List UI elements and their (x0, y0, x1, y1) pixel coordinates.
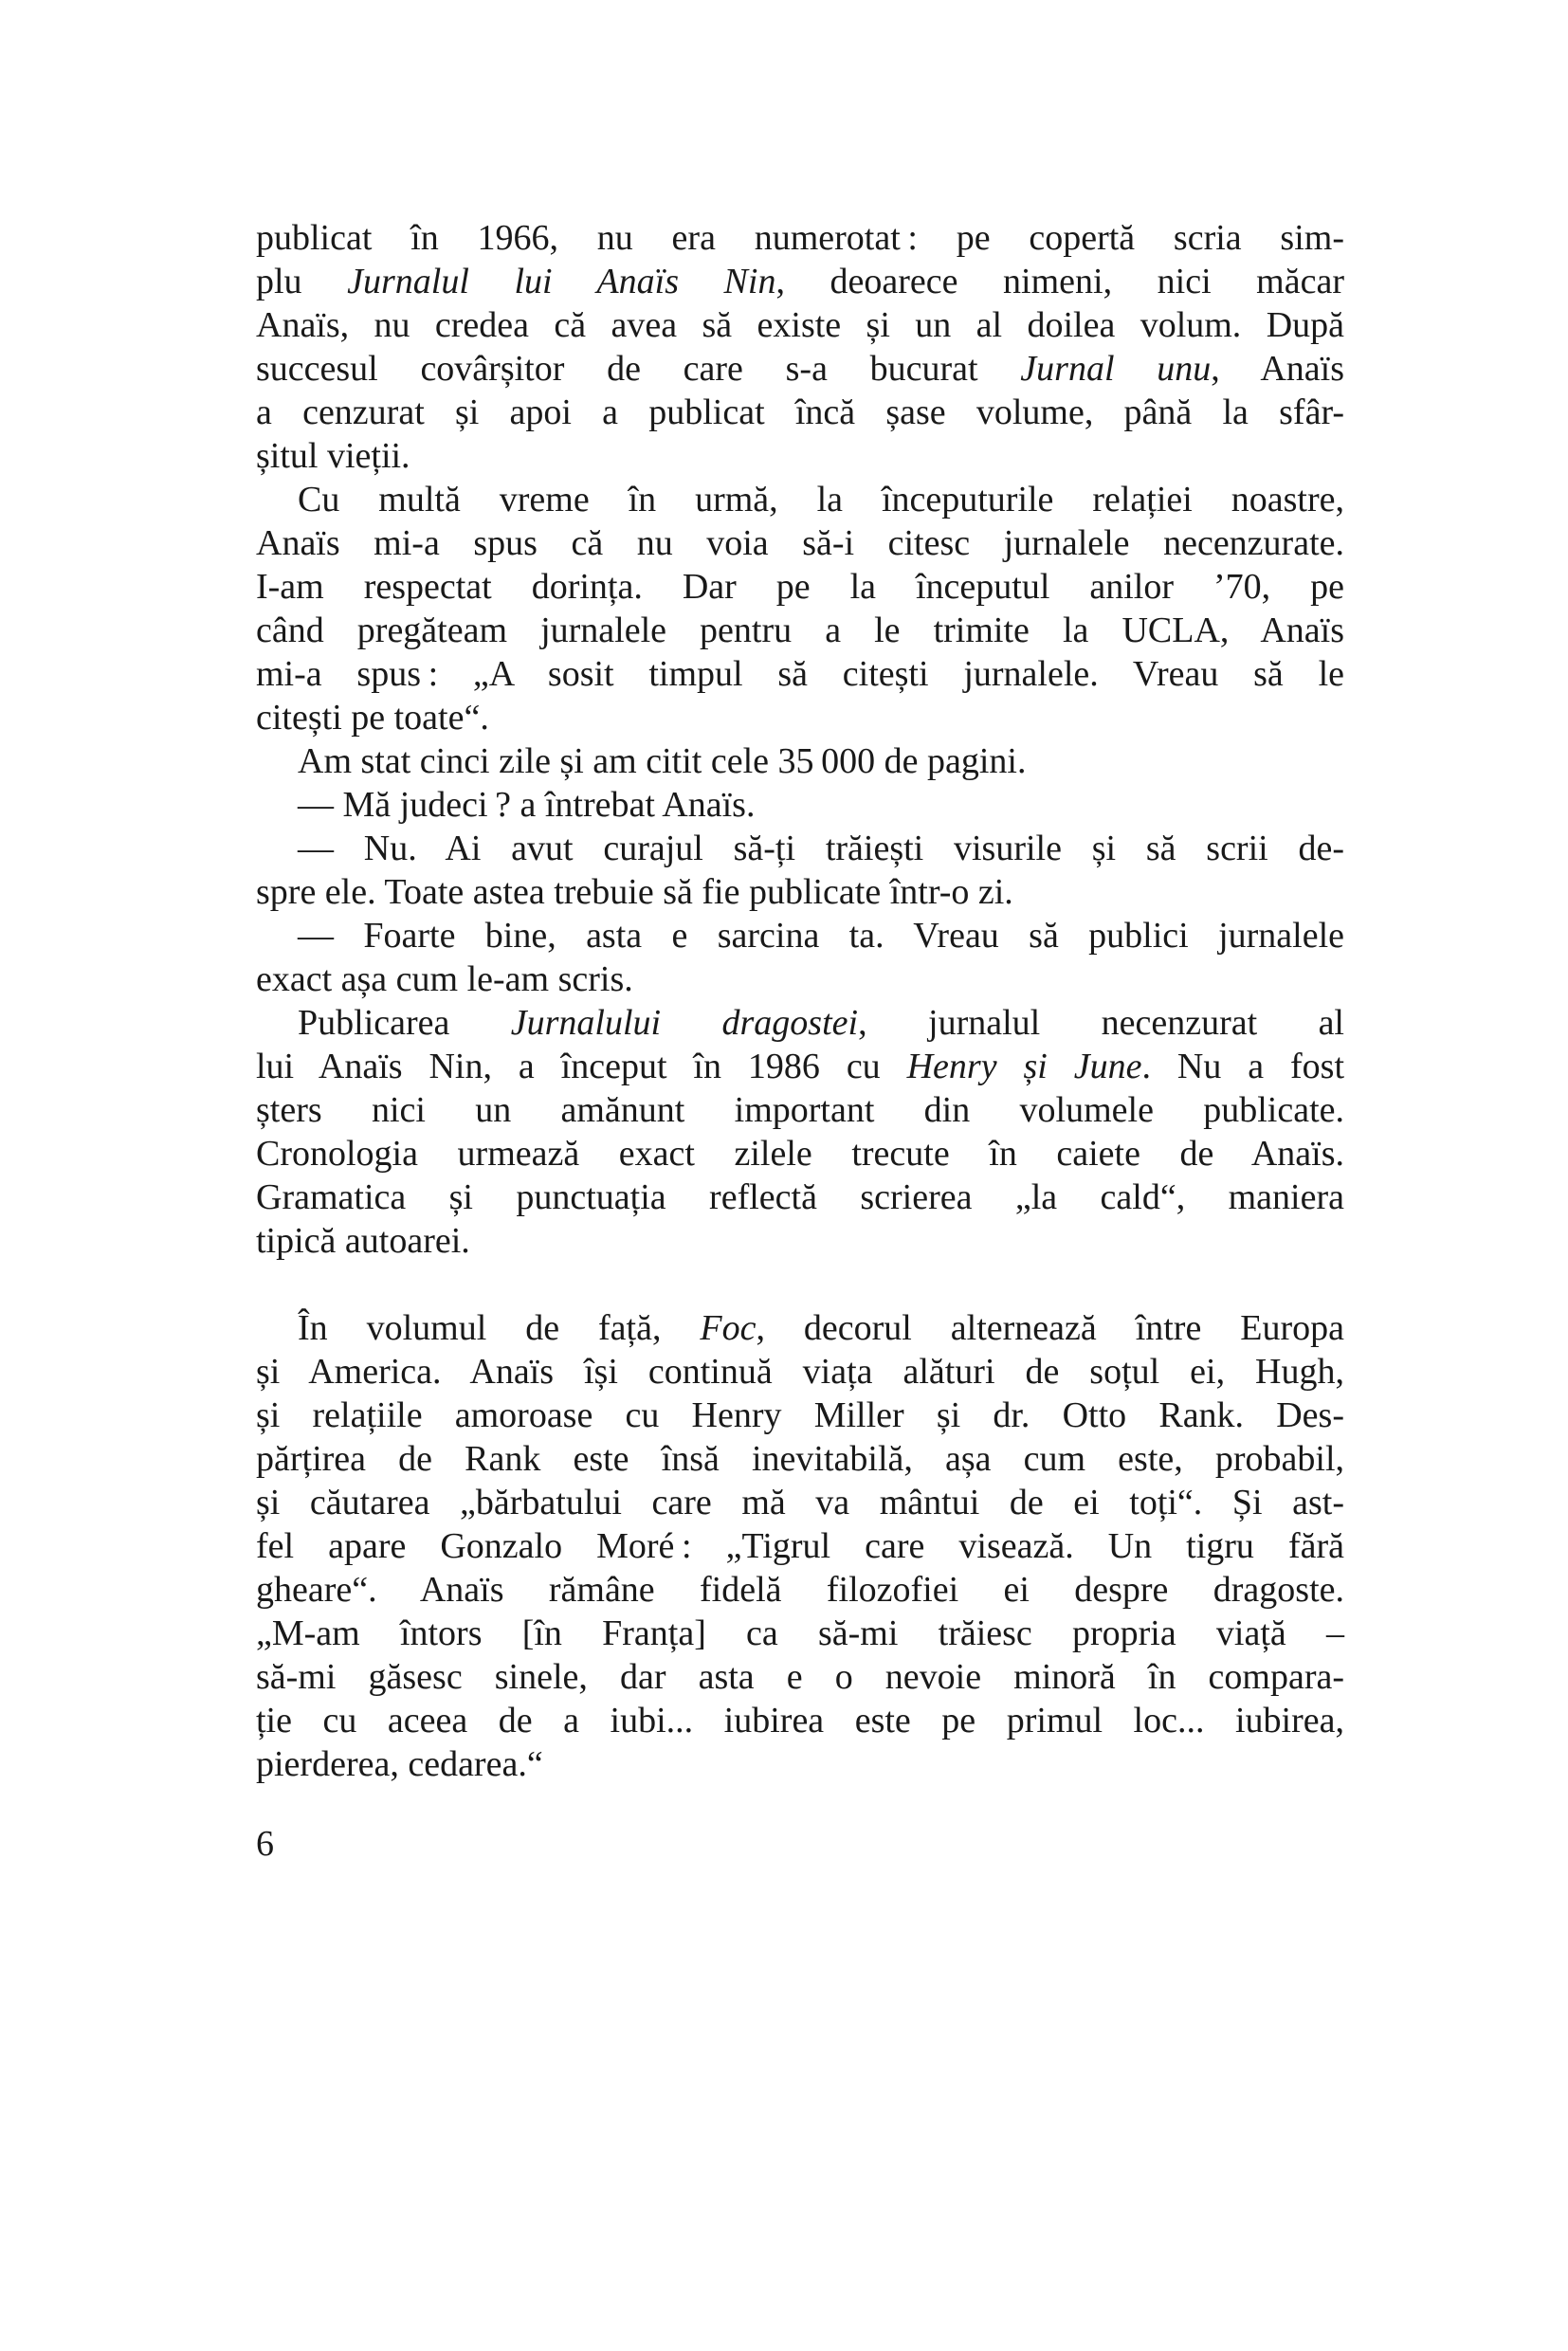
text-line (256, 216, 1344, 260)
text-line (256, 870, 1344, 914)
text-line (256, 1219, 1344, 1263)
paragraph (256, 216, 1344, 478)
text-line (256, 1088, 1344, 1132)
text-line (256, 1437, 1344, 1481)
body-text (256, 216, 1344, 1786)
paragraph (256, 827, 1344, 914)
text-segment: gheare“. Anaïs rămâne fidelă filozofiei ei despre dragoste. (256, 1570, 1344, 1610)
text-segment: pierderea, cedarea.“ (256, 1744, 543, 1784)
text-line (256, 739, 1344, 783)
text-segment: , deoarece nimeni, nici măcar (775, 262, 1344, 301)
text-segment: Am stat cinci zile și am citit cele 35 000 de pagini. (298, 741, 1027, 781)
text-segment: Publicarea (298, 1003, 511, 1043)
text-line (256, 783, 1344, 827)
italic-text-segment: Jurnalului dragostei (510, 1003, 859, 1043)
italic-text-segment: Jurnalul lui Anaïs Nin (347, 262, 776, 301)
text-line (256, 1045, 1344, 1088)
text-line (256, 1612, 1344, 1655)
text-line (256, 434, 1344, 478)
paragraph (256, 739, 1344, 783)
paragraph (256, 914, 1344, 1001)
text-segment: fel apare Gonzalo Moré : „Tigrul care visează. Un tigru fără (256, 1526, 1344, 1566)
italic-text-segment: Foc (700, 1308, 757, 1348)
text-line (256, 652, 1344, 696)
paragraph (256, 1001, 1344, 1263)
text-line (256, 303, 1344, 347)
text-line (256, 1394, 1344, 1437)
text-segment: citești pe toate“. (256, 698, 489, 738)
text-line (256, 521, 1344, 565)
text-line (256, 1742, 1344, 1786)
text-segment: tipică autoarei. (256, 1221, 470, 1261)
text-segment: părțirea de Rank este însă inevitabilă, așa cum este, probabil, (256, 1439, 1344, 1479)
text-line (256, 1568, 1344, 1612)
text-line (256, 1001, 1344, 1045)
text-line (256, 565, 1344, 609)
text-segment: — Foarte bine, asta e sarcina ta. Vreau să publici jurnalele (298, 916, 1344, 956)
text-segment: șters nici un amănunt important din volumele publicate. (256, 1090, 1344, 1130)
text-segment: ție cu aceea de a iubi... iubirea este pe primul loc... iubirea, (256, 1701, 1344, 1740)
text-segment: spre ele. Toate astea trebuie să fie publicate într-o zi. (256, 872, 1013, 912)
text-segment: , Anaïs (1211, 349, 1344, 389)
text-segment: și relațiile amoroase cu Henry Miller și dr. Otto Rank. Des- (256, 1395, 1344, 1435)
text-line (256, 957, 1344, 1001)
text-segment: succesul covârșitor de care s-a bucurat (256, 349, 1021, 389)
text-line (256, 391, 1344, 434)
text-segment: — Mă judeci ? a întrebat Anaïs. (298, 785, 756, 825)
text-segment: când pregăteam jurnalele pentru a le trimite la UCLA, Anaïs (256, 611, 1344, 650)
text-segment: , decorul alternează între Europa (756, 1308, 1344, 1348)
text-line (256, 1524, 1344, 1568)
text-line (256, 347, 1344, 391)
text-line (256, 609, 1344, 652)
text-segment: exact așa cum le-am scris. (256, 959, 633, 999)
italic-text-segment: Henry și June (906, 1047, 1142, 1086)
text-segment: și căutarea „bărbatului care mă va mântui de ei toți“. Și ast- (256, 1483, 1344, 1522)
text-line (256, 827, 1344, 870)
text-segment: . Nu a fost (1141, 1047, 1345, 1086)
text-segment: — Nu. Ai avut curajul să-ți trăiești visurile și să scrii de- (298, 829, 1344, 868)
paragraph (256, 783, 1344, 827)
text-segment: a cenzurat și apoi a publicat încă șase volume, până la sfâr- (256, 392, 1344, 432)
text-segment: Cronologia urmează exact zilele trecute în caiete de Anaïs. (256, 1134, 1344, 1174)
paragraph (256, 1306, 1344, 1786)
text-segment: mi-a spus : „A sosit timpul să citești jurnalele. Vreau să le (256, 654, 1344, 694)
text-line (256, 914, 1344, 957)
text-segment: , jurnalul necenzurat al (858, 1003, 1344, 1043)
text-line (256, 1176, 1344, 1219)
text-line (256, 1306, 1344, 1350)
text-segment: plu (256, 262, 348, 301)
text-segment: publicat în 1966, nu era numerotat : pe copertă scria sim- (256, 218, 1344, 258)
text-segment: lui Anaïs Nin, a început în 1986 cu (256, 1047, 907, 1086)
text-segment: I-am respectat dorința. Dar pe la începutul anilor ’70, pe (256, 567, 1344, 607)
paragraph (256, 478, 1344, 739)
text-segment: să-mi găsesc sinele, dar asta e o nevoie minoră în compara- (256, 1657, 1344, 1697)
text-segment: Gramatica și punctuația reflectă scrierea „la cald“, maniera (256, 1177, 1344, 1217)
text-line (256, 1655, 1344, 1699)
text-line (256, 696, 1344, 739)
italic-text-segment: Jurnal unu (1020, 349, 1212, 389)
text-segment: Cu multă vreme în urmă, la începuturile relației noastre, (298, 480, 1344, 519)
text-line (256, 260, 1344, 303)
text-segment: Anaïs, nu credea că avea să existe și un al doilea volum. După (256, 305, 1344, 345)
text-segment: și America. Anaïs își continuă viața alături de soțul ei, Hugh, (256, 1352, 1344, 1392)
text-line (256, 1481, 1344, 1524)
text-line (256, 1699, 1344, 1742)
text-segment: Anaïs mi-a spus că nu voia să-i citesc jurnalele necenzurate. (256, 523, 1344, 563)
text-segment: șitul vieții. (256, 436, 410, 476)
text-line (256, 1132, 1344, 1176)
text-segment: În volumul de față, (298, 1308, 701, 1348)
text-line (256, 478, 1344, 521)
text-line (256, 1350, 1344, 1394)
text-segment: „M-am întors [în Franța] ca să-mi trăiesc propria viață – (256, 1613, 1344, 1653)
page-number: 6 (256, 1824, 274, 1864)
